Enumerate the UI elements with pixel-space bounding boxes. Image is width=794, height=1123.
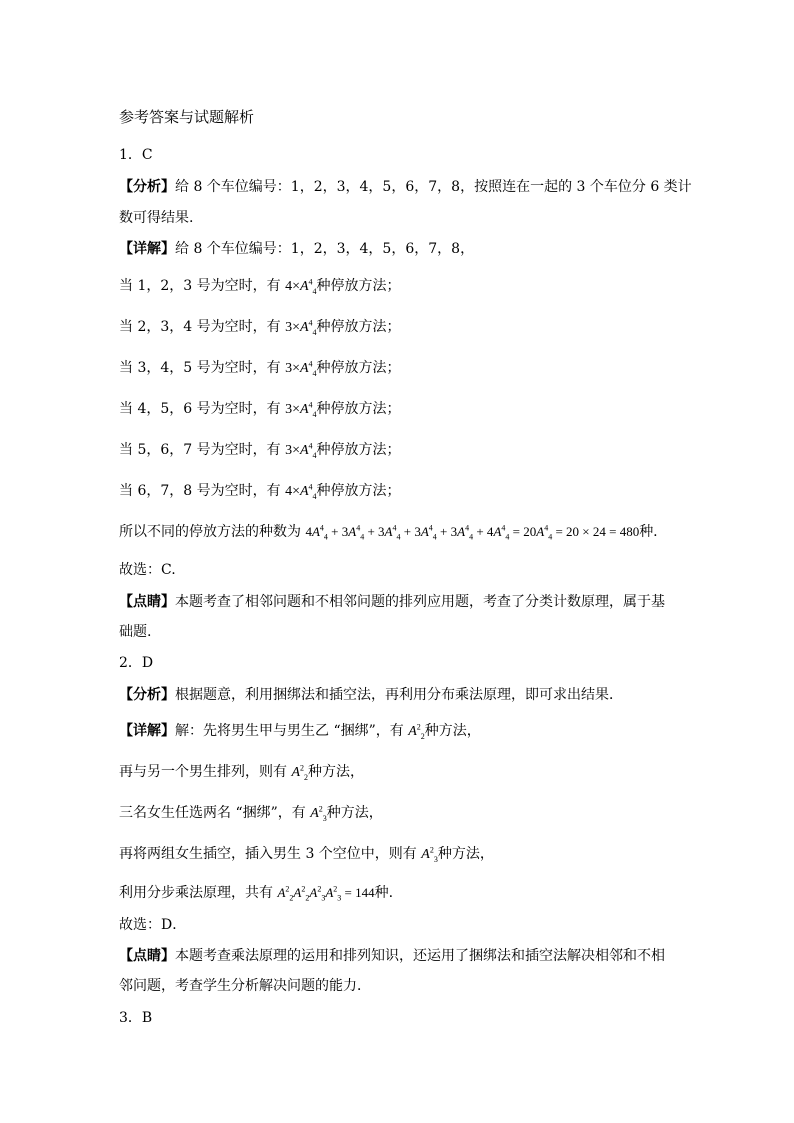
q1-analysis-tag: 【分析】 — [119, 179, 175, 195]
q1-analysis-line-2: 数可得结果. — [119, 210, 194, 226]
step5-result: 144 — [355, 885, 375, 900]
q1-case-2 — [119, 318, 401, 337]
step-pre: 再与另一个男生排列，则有 — [119, 764, 292, 780]
q2-detail-tag: 【详解】 — [119, 723, 175, 739]
q1-comment-line-1 — [119, 593, 665, 611]
step-pre: 三名女生任选两名 “捆绑”，有 — [119, 805, 311, 821]
q2-answer: 故选：D． — [119, 917, 187, 933]
q1-detail-line — [119, 240, 474, 258]
case-formula: $3\times A^4_4$ — [285, 441, 317, 460]
q3-number: 3．B — [119, 1010, 153, 1026]
step-post: 种方法， — [437, 846, 494, 862]
q1-detail-text: 给 8 个车位编号：1，2，3，4，5，6，7，8， — [175, 241, 475, 257]
step-post: 种方法， — [424, 723, 481, 739]
q2-number: 2．D — [119, 655, 154, 671]
q2-step-2 — [119, 763, 364, 782]
case-formula: $3\times A^4_4$ — [285, 400, 317, 419]
q2-analysis-line — [119, 686, 623, 704]
case-pre: 当 2，3，4 号为空时，有 — [119, 319, 286, 335]
q2-analysis-tag: 【分析】 — [119, 687, 175, 703]
page-title: 参考答案与试题解析 — [119, 108, 255, 126]
q2-comment-text-1: 本题考查乘法原理的运用和排列知识，还运用了捆绑法和插空法解决相邻和不相 — [175, 948, 665, 964]
q2-step-1 — [119, 722, 481, 741]
case-formula: $3\times A^4_4$ — [285, 318, 317, 337]
step-formula: $A^2_2$ — [408, 722, 425, 741]
q1-analysis-line-1 — [119, 178, 692, 196]
case-post: 种停放方法； — [316, 401, 401, 417]
q1-total-line — [119, 523, 658, 541]
total-result: 480 — [619, 524, 640, 539]
step-formula: $A^2_2A^2_2A^2_3A^2_3 = 144$ — [277, 884, 375, 903]
case-formula: $3\times A^4_4$ — [285, 359, 317, 378]
q1-case-6 — [119, 482, 401, 501]
q2-comment-line-2: 邻问题，考查学生分析解决问题的能力． — [119, 978, 371, 994]
case-formula: $4\times A^4_4$ — [285, 277, 317, 296]
step-pre: 再将两组女生插空，插入男生 3 个空位中，则有 — [119, 846, 422, 862]
case-pre: 当 6，7，8 号为空时，有 — [119, 483, 286, 499]
q1-comment-text-1: 本题考查了相邻问题和不相邻问题的排列应用题，考查了分类计数原理，属于基 — [175, 594, 665, 610]
case-post: 种停放方法； — [316, 442, 401, 458]
step-pre: 解：先将男生甲与男生乙 “捆绑”，有 — [175, 723, 409, 739]
q1-case-1 — [119, 277, 401, 296]
q1-case-3 — [119, 359, 401, 378]
q2-step-3 — [119, 804, 383, 823]
q1-case-5 — [119, 441, 401, 460]
case-pre: 当 5，6，7 号为空时，有 — [119, 442, 286, 458]
case-pre: 当 1，2，3 号为空时，有 — [119, 278, 286, 294]
q2-comment-tag: 【点睛】 — [119, 948, 175, 964]
step-formula: $A^2_3$ — [421, 845, 438, 864]
q1-number: 1．C — [119, 147, 153, 163]
step-pre: 利用分步乘法原理，共有 — [119, 885, 278, 901]
q1-answer: 故选：C. — [119, 562, 176, 578]
case-post: 种停放方法； — [316, 319, 401, 335]
step-post: 种方法， — [326, 805, 383, 821]
total-pre: 所以不同的停放方法的种数为 — [119, 524, 306, 540]
case-pre: 当 3，4，5 号为空时，有 — [119, 360, 286, 376]
q2-analysis-text: 根据题意，利用捆绑法和插空法，再利用分布乘法原理，即可求出结果． — [175, 687, 623, 703]
total-post: 种. — [639, 524, 658, 540]
step-formula: $A^2_2$ — [291, 763, 309, 782]
q1-comment-line-2: 础题. — [119, 624, 152, 640]
q2-comment-line-1 — [119, 947, 665, 965]
q2-step-5 — [119, 884, 393, 902]
q1-detail-tag: 【详解】 — [119, 241, 175, 257]
step-post: 种. — [374, 885, 394, 901]
q1-comment-tag: 【点睛】 — [119, 594, 175, 610]
q2-step-4 — [119, 845, 494, 864]
case-post: 种停放方法； — [316, 278, 401, 294]
case-post: 种停放方法； — [316, 360, 401, 376]
step-formula: $A^2_3$ — [310, 804, 327, 823]
case-post: 种停放方法； — [316, 483, 401, 499]
case-pre: 当 4，5，6 号为空时，有 — [119, 401, 286, 417]
case-formula: $4\times A^4_4$ — [285, 482, 317, 501]
q1-case-4 — [119, 400, 401, 419]
step-post: 种方法， — [308, 764, 365, 780]
total-formula: $4A^4_4 + 3A^4_4 + 3A^4_4 + 3A^4_4 + 3A^4_4 + 4A^4_4 = 20A^4_4 = 20 \times 24 = 480$ — [305, 523, 640, 542]
q1-analysis-text-1: 给 8 个车位编号：1，2，3，4，5，6，7，8，按照连在一起的 3 个车位分 6 类计 — [175, 179, 692, 195]
